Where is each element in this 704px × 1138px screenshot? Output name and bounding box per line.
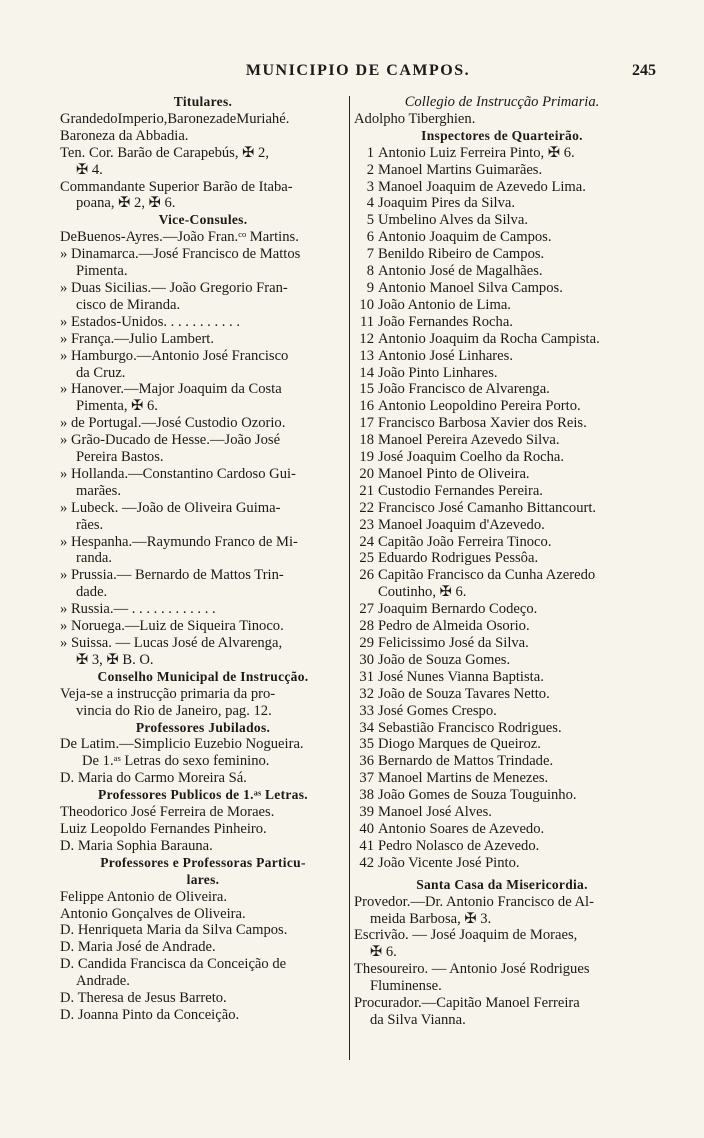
inspector-name: João Francisco de Alvarenga.	[378, 381, 550, 398]
inspector-number: 33	[359, 702, 374, 719]
inspector-number: 19	[359, 449, 374, 466]
inspector-number: 27	[359, 601, 374, 618]
inspector-name: Antonio Luiz Ferreira Pinto, ✠ 6.	[378, 144, 575, 161]
inspector-row	[354, 229, 650, 246]
inspector-number: 15	[359, 381, 374, 398]
inspector-name: João Fernandes Rocha.	[378, 313, 513, 330]
text-line: » Dinamarca.—José Francisco de Mattos	[60, 246, 301, 263]
inspector-row	[354, 703, 650, 720]
text-line: » Noruega.—Luiz de Siqueira Tinoco.	[60, 618, 284, 635]
inspector-name: Manoel Pinto de Oliveira.	[378, 465, 530, 482]
text-line: D. Theresa de Jesus Barreto.	[60, 990, 227, 1007]
inspector-name: Custodio Fernandes Pereira.	[378, 482, 543, 499]
text-line: D. Maria Sophia Barauna.	[60, 837, 213, 854]
inspector-number: 13	[359, 347, 374, 364]
inspector-number: 34	[359, 719, 374, 736]
inspector-row	[354, 415, 650, 432]
inspector-row	[354, 398, 650, 415]
inspector-row	[354, 500, 650, 517]
inspector-row	[354, 297, 650, 314]
inspector-row	[354, 720, 650, 737]
running-title: MUNICIPIO DE CAMPOS.	[245, 62, 471, 79]
inspector-row	[354, 618, 650, 635]
inspector-row	[354, 432, 650, 449]
page-header	[60, 62, 656, 86]
inspector-number: 5	[366, 212, 374, 229]
inspector-row	[354, 838, 650, 855]
text-line: cisco de Miranda.	[76, 296, 181, 313]
inspector-number: 21	[359, 482, 374, 499]
inspector-name: Francisco Barbosa Xavier dos Reis.	[378, 415, 587, 432]
text-line: » de Portugal.—José Custodio Ozorio.	[60, 415, 286, 432]
text-line: D. Candida Francisca da Conceição de	[60, 956, 287, 973]
inspector-name: Antonio Soares de Azevedo.	[378, 820, 545, 837]
text-line: Veja-se a instrucção primaria da pro-	[60, 685, 276, 702]
inspector-row	[354, 534, 650, 551]
inspector-number: 1	[366, 144, 374, 161]
inspector-number: 3	[366, 178, 374, 195]
text-line: Thesoureiro. — Antonio José Rodrigues	[354, 961, 590, 978]
inspector-row	[354, 652, 650, 669]
inspector-number: 38	[359, 787, 374, 804]
text-line: Commandante Superior Barão de Itaba-	[60, 178, 293, 195]
text-line: da Silva Vianna.	[370, 1011, 466, 1028]
inspector-name: Sebastião Francisco Rodrigues.	[378, 719, 562, 736]
inspector-name: João Antonio de Lima.	[378, 296, 511, 313]
inspector-row	[354, 601, 650, 618]
inspector-row	[354, 787, 650, 804]
inspector-number: 17	[359, 415, 374, 432]
section-heading: Professores Publicos de 1.ᵃˢ Letras.	[98, 787, 308, 803]
inspector-name: João Gomes de Souza Touguinho.	[378, 787, 577, 804]
text-line: D. Maria do Carmo Moreira Sá.	[60, 770, 247, 787]
inspector-row	[354, 246, 650, 263]
inspector-row	[354, 567, 650, 584]
inspector-name: João de Souza Tavares Netto.	[378, 685, 550, 702]
inspector-name: Francisco José Camanho Bittancourt.	[378, 499, 597, 516]
inspector-row	[354, 348, 650, 365]
left-column	[60, 94, 346, 1024]
inspector-row	[354, 550, 650, 567]
text-line: meida Barbosa, ✠ 3.	[370, 910, 492, 927]
inspector-name: Joaquim Pires da Silva.	[378, 195, 516, 212]
inspector-name: Pedro Nolasco de Azevedo.	[378, 837, 540, 854]
text-line: ✠ 3, ✠ B. O.	[76, 651, 154, 668]
inspector-number: 20	[359, 465, 374, 482]
section-heading: Vice-Consules.	[158, 212, 248, 228]
inspector-name: Manoel José Alves.	[378, 804, 492, 821]
text-line: De 1.ᵃˢ Letras do sexo feminino.	[82, 753, 270, 770]
text-line: » Hollanda.—Constantino Cardoso Gui-	[60, 465, 296, 482]
inspector-row	[354, 381, 650, 398]
page-number: 245	[632, 62, 656, 79]
text-line: » Prussia.— Bernardo de Mattos Trin-	[60, 567, 284, 584]
inspector-number: 37	[359, 770, 374, 787]
column-divider	[349, 96, 350, 1060]
inspector-number: 2	[366, 161, 374, 178]
inspector-row	[354, 855, 650, 872]
inspector-name: Antonio Leopoldino Pereira Porto.	[378, 398, 581, 415]
text-line: Escrivão. — José Joaquim de Moraes,	[354, 927, 578, 944]
text-line: GrandedoImperio,BaronezadeMuriahé.	[60, 110, 290, 127]
inspector-name: Coutinho, ✠ 6.	[378, 584, 467, 601]
section-heading: Professores Jubilados.	[135, 719, 271, 735]
inspector-number: 42	[359, 854, 374, 871]
section-heading: Inspectores de Quarteirão.	[421, 127, 583, 143]
inspector-name: Capitão João Ferreira Tinoco.	[378, 533, 552, 550]
text-line: rães.	[76, 516, 104, 533]
text-line: » Hespanha.—Raymundo Franco de Mi-	[60, 533, 298, 550]
inspector-number: 31	[359, 668, 374, 685]
inspector-name: Antonio Joaquim da Rocha Campista.	[378, 330, 600, 347]
inspector-row	[354, 145, 650, 162]
inspector-name: Benildo Ribeiro de Campos.	[378, 246, 545, 263]
text-line: marães.	[76, 482, 121, 499]
inspector-number: 10	[359, 296, 374, 313]
text-line: » Hanover.—Major Joaquim da Costa	[60, 381, 282, 398]
text-line: » Grão-Ducado de Hesse.—João José	[60, 432, 281, 449]
text-line: Provedor.—Dr. Antonio Francisco de Al-	[354, 893, 594, 910]
text-line: Pimenta, ✠ 6.	[76, 398, 158, 415]
santa-casa-section	[354, 877, 650, 1029]
inspector-name: Antonio José Linhares.	[378, 347, 513, 364]
inspector-number	[354, 584, 378, 601]
inspector-number: 9	[366, 279, 374, 296]
inspector-number: 32	[359, 685, 374, 702]
text-line: Pereira Bastos.	[76, 449, 164, 466]
inspector-number: 8	[366, 263, 374, 280]
inspector-name: Bernardo de Mattos Trindade.	[378, 753, 554, 770]
inspector-row	[354, 669, 650, 686]
inspector-name: Manoel Joaquim de Azevedo Lima.	[378, 178, 586, 195]
text-line: » Suissa. — Lucas José de Alvarenga,	[60, 635, 283, 651]
college-and-inspectors-heading	[354, 94, 650, 145]
inspector-row	[354, 195, 650, 212]
inspector-name: Capitão Francisco da Cunha Azeredo	[378, 567, 596, 584]
text-line: Baroneza da Abbadia.	[60, 127, 189, 144]
text-line: vincia do Rio de Janeiro, pag. 12.	[76, 702, 272, 719]
text-line: » Hamburgo.—Antonio José Francisco	[60, 347, 289, 364]
inspector-name: João Pinto Linhares.	[378, 364, 498, 381]
inspector-name: Manoel Martins de Menezes.	[378, 770, 549, 787]
inspector-number: 26	[359, 567, 374, 584]
inspector-number: 24	[359, 533, 374, 550]
inspector-number: 14	[359, 364, 374, 381]
section-heading: Santa Casa da Misericordia.	[416, 876, 588, 892]
text-line: De Latim.—Simplicio Euzebio Nogueira.	[60, 736, 304, 753]
inspector-name: José Joaquim Coelho da Rocha.	[378, 449, 565, 466]
inspector-row	[354, 517, 650, 534]
inspector-number: 29	[359, 635, 374, 651]
inspector-name: Manoel Joaquim d'Azevedo.	[378, 516, 545, 533]
text-line: » Duas Sicilias.— João Gregorio Fran-	[60, 279, 288, 296]
inspector-name: Umbelino Alves da Silva.	[378, 212, 528, 229]
inspector-number: 7	[366, 246, 374, 263]
text-line: Andrade.	[76, 973, 130, 990]
text-line: randa.	[76, 550, 113, 567]
inspector-name: João Vicente José Pinto.	[378, 854, 520, 871]
section-heading: Conselho Municipal de Instrucção.	[97, 668, 309, 684]
inspector-number: 6	[366, 229, 374, 246]
text-line: » Lubeck. —João de Oliveira Guima-	[60, 499, 281, 516]
inspector-number: 36	[359, 753, 374, 770]
inspector-row	[354, 483, 650, 500]
text-line: Ten. Cor. Barão de Carapebús, ✠ 2,	[60, 144, 269, 161]
inspector-number: 12	[359, 330, 374, 347]
inspector-row	[354, 686, 650, 703]
inspector-name: Eduardo Rodrigues Pessôa.	[378, 550, 539, 567]
text-line: » França.—Julio Lambert.	[60, 330, 215, 347]
text-line: D. Joanna Pinto da Conceição.	[60, 1006, 240, 1023]
text-line: Antonio Gonçalves de Oliveira.	[60, 905, 246, 922]
inspector-name: Diogo Marques de Queiroz.	[378, 736, 541, 753]
inspector-row	[354, 635, 650, 652]
inspector-name: Antonio Joaquim de Campos.	[378, 229, 552, 246]
inspector-number: 35	[359, 736, 374, 753]
inspector-row	[354, 280, 650, 297]
text-line: dade.	[76, 584, 108, 601]
inspector-row	[354, 449, 650, 466]
inspector-number: 41	[359, 837, 374, 854]
text-line: Adolpho Tiberghien.	[354, 110, 476, 127]
inspector-number: 28	[359, 618, 374, 635]
inspector-number: 25	[359, 550, 374, 567]
inspector-name: Felicissimo José da Silva.	[378, 635, 529, 651]
inspector-row	[354, 179, 650, 196]
text-line: » Russia.— . . . . . . . . . . . .	[60, 601, 216, 618]
inspector-name: Antonio José de Magalhães.	[378, 263, 543, 280]
inspector-row	[354, 804, 650, 821]
text-line: » Estados-Unidos. . . . . . . . . . .	[60, 313, 240, 330]
inspector-number: 18	[359, 432, 374, 449]
text-line: DeBuenos-Ayres.—João Fran.ᶜᵒ Martins.	[60, 229, 299, 246]
inspector-number: 30	[359, 651, 374, 668]
text-line: Pimenta.	[76, 263, 128, 280]
inspector-row	[354, 770, 650, 787]
inspector-row	[354, 314, 650, 331]
text-line: Collegio de Instrucção Primaria.	[404, 94, 600, 110]
inspector-row	[354, 753, 650, 770]
section-heading: lares.	[186, 871, 220, 887]
inspector-name: Joaquim Bernardo Codeço.	[378, 601, 538, 618]
inspector-number: 16	[359, 398, 374, 415]
inspector-name: José Gomes Crespo.	[378, 702, 497, 719]
inspector-row	[354, 365, 650, 382]
inspector-number: 40	[359, 820, 374, 837]
inspector-name: José Nunes Vianna Baptista.	[378, 668, 544, 685]
text-line: da Cruz.	[76, 364, 126, 381]
text-line: Fluminense.	[370, 978, 442, 995]
inspector-row	[354, 466, 650, 483]
text-line: ✠ 6.	[370, 944, 397, 961]
inspector-row	[354, 821, 650, 838]
inspector-name: Antonio Manoel Silva Campos.	[378, 279, 563, 296]
text-line: D. Henriqueta Maria da Silva Campos.	[60, 922, 288, 939]
inspector-row	[354, 212, 650, 229]
inspector-row	[354, 331, 650, 348]
text-line: ✠ 4.	[76, 161, 103, 178]
inspector-number: 22	[359, 499, 374, 516]
right-column	[354, 94, 650, 1029]
inspector-row	[354, 162, 650, 179]
inspector-number: 23	[359, 516, 374, 533]
inspector-row	[354, 584, 650, 601]
section-heading: Professores e Professoras Particu-	[100, 854, 306, 870]
text-line: Procurador.—Capitão Manoel Ferreira	[354, 995, 580, 1012]
section-heading: Titulares.	[173, 94, 233, 109]
inspector-number: 11	[359, 313, 374, 330]
inspector-name: João de Souza Gomes.	[378, 651, 511, 668]
text-line: D. Maria José de Andrade.	[60, 939, 216, 956]
inspector-row	[354, 736, 650, 753]
inspector-name: Manoel Martins Guimarães.	[378, 161, 543, 178]
inspector-name: Pedro de Almeida Osorio.	[378, 618, 530, 635]
text-line: Luiz Leopoldo Fernandes Pinheiro.	[60, 820, 267, 837]
text-line: poana, ✠ 2, ✠ 6.	[76, 195, 176, 212]
inspectors-list	[354, 145, 650, 872]
inspector-name: Manoel Pereira Azevedo Silva.	[378, 432, 560, 449]
inspector-number: 39	[359, 804, 374, 821]
text-line: Theodorico José Ferreira de Moraes.	[60, 804, 275, 821]
inspector-number: 4	[366, 195, 374, 212]
inspector-row	[354, 263, 650, 280]
text-line: Felippe Antonio de Oliveira.	[60, 888, 227, 905]
